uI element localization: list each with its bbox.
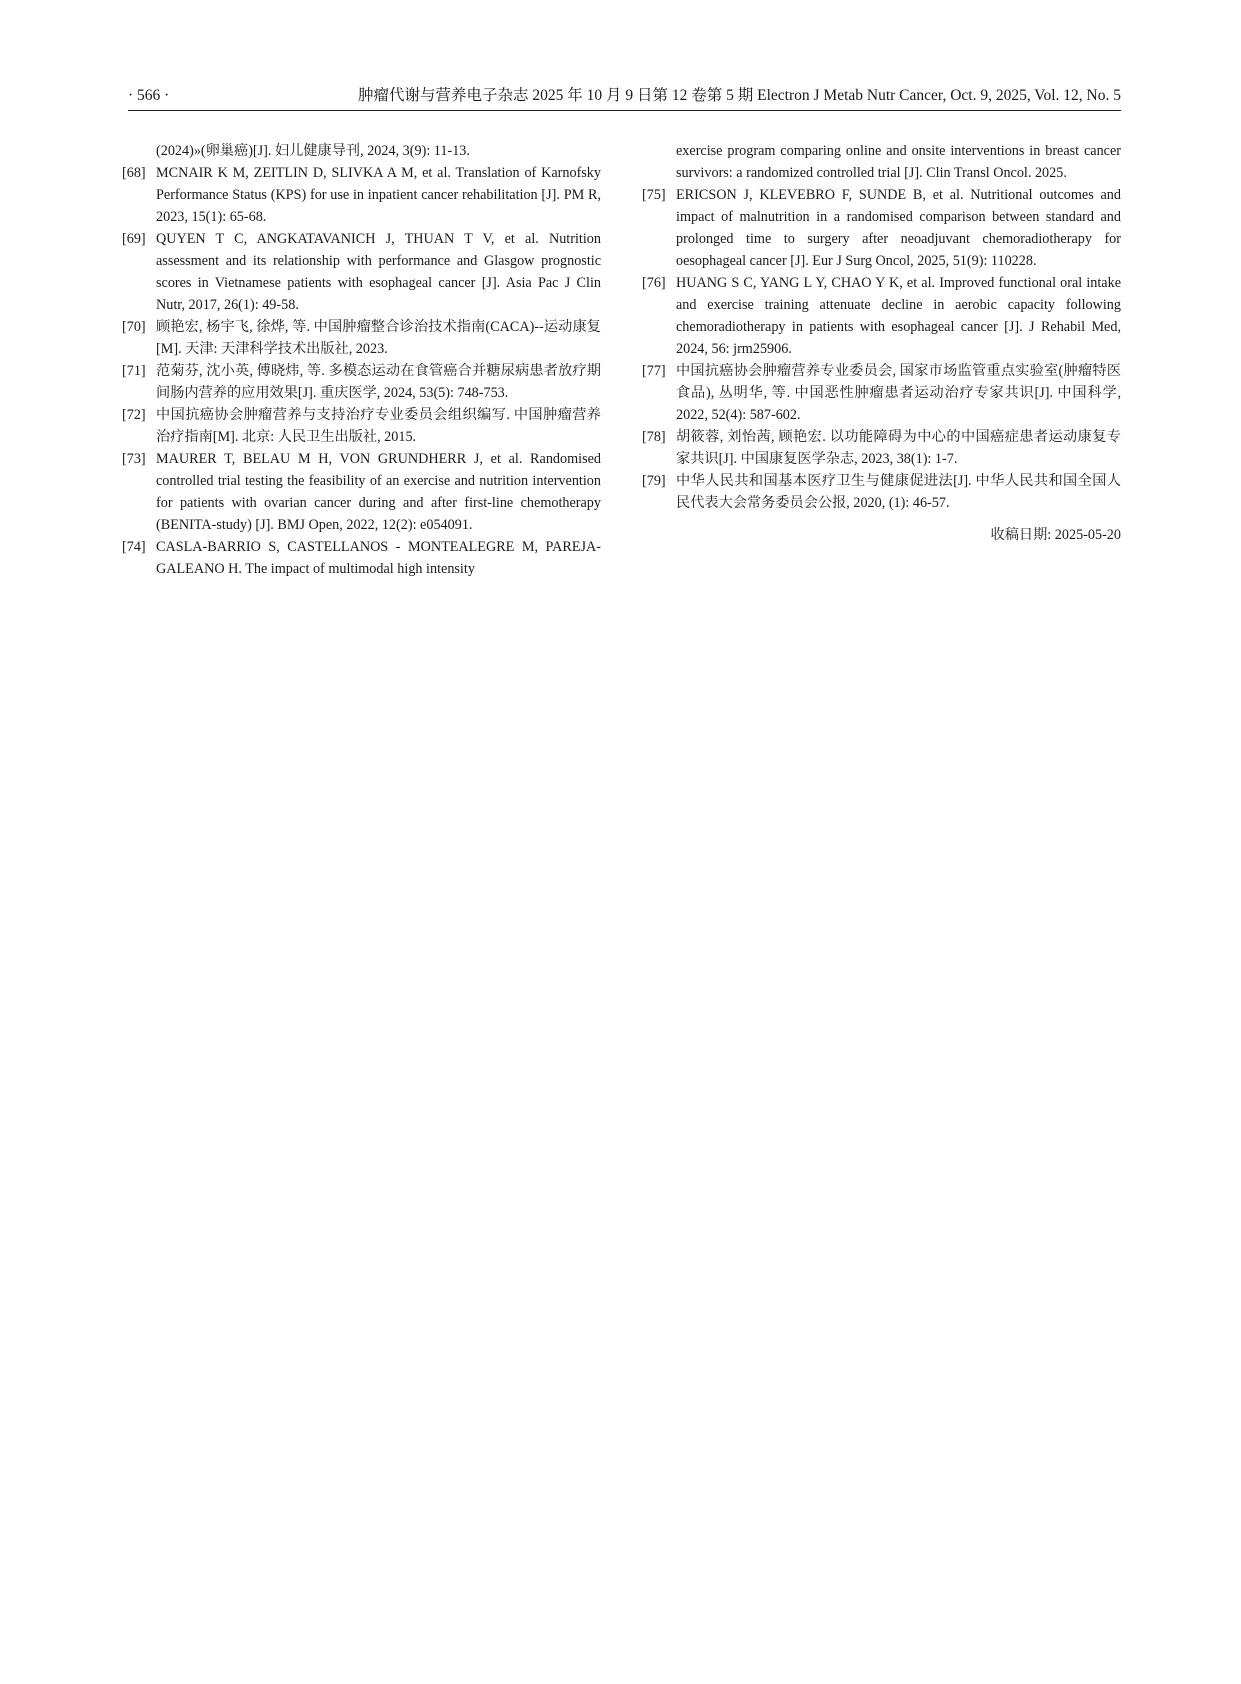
reference-text: 中国抗癌协会肿瘤营养与支持治疗专业委员会组织编写. 中国肿瘤营养治疗指南[M]. 北京: 人民卫生出版社, 2015. (156, 407, 601, 445)
reference-74 (122, 536, 601, 580)
reference-number: [69] (122, 231, 146, 247)
reference-number: [72] (122, 407, 146, 423)
reference-76 (642, 272, 1121, 360)
reference-text: (2024)»(卵巢癌)[J]. 妇儿健康导刊, 2024, 3(9): 11-13. (156, 143, 470, 159)
reference-continuation (128, 140, 601, 162)
reference-text: 中国抗癌协会肿瘤营养专业委员会, 国家市场监管重点实验室(肿瘤特医食品), 丛明华, 等. 中国恶性肿瘤患者运动治疗专家共识[J]. 中国科学, 2022, 52(4): 587-602. (676, 363, 1121, 423)
reference-text: 范菊芬, 沈小英, 傅晓炜, 等. 多模态运动在食管癌合并糖尿病患者放疗期间肠内营养的应用效果[J]. 重庆医学, 2024, 53(5): 748-753. (156, 363, 601, 401)
reference-77 (642, 360, 1121, 426)
reference-text: QUYEN T C, ANGKATAVANICH J, THUAN T V, et al. Nutrition assessment and its relationship with performance and Glasgow prognostic scores in Vietnamese patients with esophageal cancer [J]. Asia Pac J Clin Nutr, 2017, 26(1): 49-58. (156, 231, 601, 313)
reference-text: 胡筱蓉, 刘怡茜, 顾艳宏. 以功能障碍为中心的中国癌症患者运动康复专家共识[J]. 中国康复医学杂志, 2023, 38(1): 1-7. (676, 429, 1121, 467)
reference-73 (122, 448, 601, 536)
reference-number: [77] (642, 363, 666, 379)
reference-75 (642, 184, 1121, 272)
reference-text: 顾艳宏, 杨宇飞, 徐烨, 等. 中国肿瘤整合诊治技术指南(CACA)--运动康复[M]. 天津: 天津科学技术出版社, 2023. (156, 319, 601, 357)
reference-text: ERICSON J, KLEVEBRO F, SUNDE B, et al. Nutritional outcomes and impact of malnutrition in a randomised comparison between standard and prolonged time to surgery after neoadjuvant chemoradiotherapy for oesophageal cancer [J]. Eur J Surg Oncol, 2025, 51(9): 110228. (676, 187, 1121, 269)
reference-text: HUANG S C, YANG L Y, CHAO Y K, et al. Improved functional oral intake and exercise training attenuate decline in aerobic capacity following chemoradiotherapy in patients with esophageal cancer [J]. J Rehabil Med, 2024, 56: jrm25906. (676, 275, 1121, 357)
reference-number: [73] (122, 451, 146, 467)
journal-citation: 肿瘤代谢与营养电子杂志 2025 年 10 月 9 日第 12 卷第 5 期 Electron J Metab Nutr Cancer, Oct. 9, 2025, Vol. 12, No. 5 (358, 87, 1121, 104)
running-header (128, 86, 1121, 112)
reference-70 (122, 316, 601, 360)
right-column (642, 140, 1121, 546)
reference-number: [70] (122, 319, 146, 335)
reference-text: exercise program comparing online and onsite interventions in breast cancer survivors: a randomized controlled trial [J]. Clin Transl Oncol. 2025. (676, 143, 1121, 181)
header-rule (128, 110, 1121, 111)
reference-text: MAURER T, BELAU M H, VON GRUNDHERR J, et al. Randomised controlled trial testing the feasibility of an exercise and nutrition intervention for patients with ovarian cancer during and after first-line chemotherapy (BENITA-study) [J]. BMJ Open, 2022, 12(2): e054091. (156, 451, 601, 533)
reference-72 (122, 404, 601, 448)
left-column (122, 140, 601, 580)
reference-text: MCNAIR K M, ZEITLIN D, SLIVKA A M, et al. Translation of Karnofsky Performance Status (KPS) for use in inpatient cancer rehabilitation [J]. PM R, 2023, 15(1): 65-68. (156, 165, 601, 225)
reference-69 (122, 228, 601, 316)
reference-number: [68] (122, 165, 146, 181)
reference-continuation (648, 140, 1121, 184)
reference-number: [75] (642, 187, 666, 203)
reference-number: [79] (642, 473, 666, 489)
reference-79 (642, 470, 1121, 514)
page-number: · 566 · (128, 87, 170, 104)
reference-71 (122, 360, 601, 404)
reference-text: 中华人民共和国基本医疗卫生与健康促进法[J]. 中华人民共和国全国人民代表大会常务委员会公报, 2020, (1): 46-57. (676, 473, 1121, 511)
reference-68 (122, 162, 601, 228)
reference-number: [78] (642, 429, 666, 445)
reference-number: [76] (642, 275, 666, 291)
reference-78 (642, 426, 1121, 470)
reference-number: [71] (122, 363, 146, 379)
received-date: 收稿日期: 2025-05-20 (990, 527, 1121, 543)
reference-number: [74] (122, 539, 146, 555)
reference-text: CASLA-BARRIO S, CASTELLANOS - MONTEALEGRE M, PAREJA-GALEANO H. The impact of multimodal high intensity (156, 539, 601, 577)
